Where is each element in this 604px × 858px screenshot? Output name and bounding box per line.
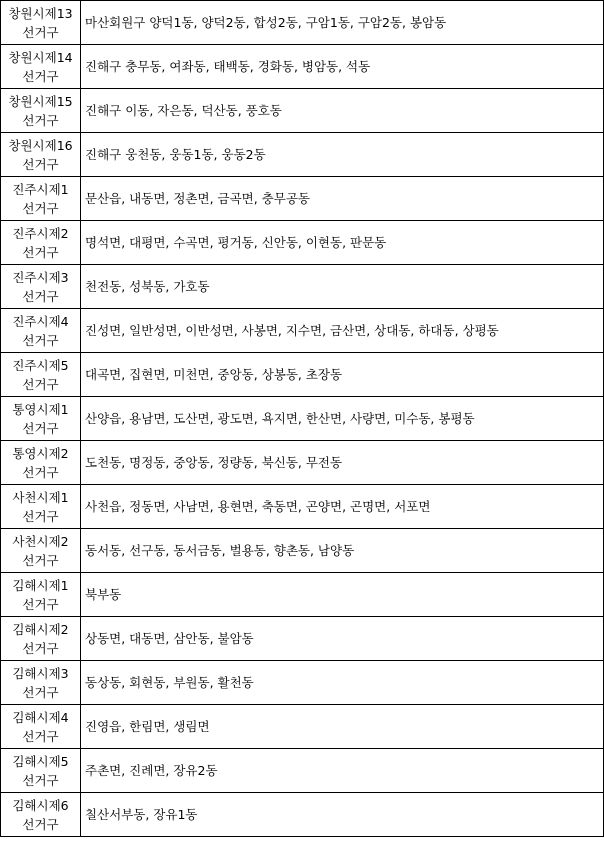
table-row	[1, 89, 604, 133]
district-name-cell	[1, 661, 81, 705]
district-name: 창원시제13	[8, 5, 73, 21]
district-suffix: 선거구	[22, 684, 59, 700]
district-name: 김해시제2	[12, 621, 69, 637]
district-areas: 주촌면, 진례면, 장유2동	[81, 749, 604, 793]
district-name-cell	[1, 617, 81, 661]
table-row	[1, 353, 604, 397]
district-name-cell	[1, 705, 81, 749]
district-name: 김해시제6	[12, 797, 69, 813]
district-areas: 대곡면, 집현면, 미천면, 중앙동, 상봉동, 초장동	[81, 353, 604, 397]
district-areas: 진해구 충무동, 여좌동, 태백동, 경화동, 병암동, 석동	[81, 45, 604, 89]
district-suffix: 선거구	[22, 772, 59, 788]
district-suffix: 선거구	[22, 640, 59, 656]
district-suffix: 선거구	[22, 728, 59, 744]
district-suffix: 선거구	[22, 156, 59, 172]
district-name: 사천시제1	[12, 489, 69, 505]
table-body	[1, 1, 604, 837]
district-name: 김해시제4	[12, 709, 69, 725]
district-name: 창원시제15	[8, 93, 73, 109]
table-row	[1, 177, 604, 221]
district-suffix: 선거구	[22, 596, 59, 612]
table-row	[1, 705, 604, 749]
district-suffix: 선거구	[22, 508, 59, 524]
district-name: 통영시제1	[12, 401, 69, 417]
district-name-cell	[1, 749, 81, 793]
district-suffix: 선거구	[22, 68, 59, 84]
district-suffix: 선거구	[22, 332, 59, 348]
table-row	[1, 661, 604, 705]
district-areas: 도천동, 명정동, 중앙동, 정량동, 북신동, 무전동	[81, 441, 604, 485]
district-areas: 진해구 웅천동, 웅동1동, 웅동2동	[81, 133, 604, 177]
district-name-cell	[1, 221, 81, 265]
district-name-cell	[1, 529, 81, 573]
district-areas: 산양읍, 용남면, 도산면, 광도면, 욕지면, 한산면, 사량면, 미수동, 봉평동	[81, 397, 604, 441]
table-row	[1, 221, 604, 265]
district-name: 진주시제3	[12, 269, 69, 285]
district-suffix: 선거구	[22, 200, 59, 216]
district-areas: 북부동	[81, 573, 604, 617]
district-name-cell	[1, 793, 81, 837]
district-name-cell	[1, 573, 81, 617]
district-suffix: 선거구	[22, 244, 59, 260]
district-name-cell	[1, 397, 81, 441]
table-row	[1, 441, 604, 485]
district-name: 진주시제1	[12, 181, 69, 197]
table-row	[1, 1, 604, 45]
district-areas: 동서동, 선구동, 동서금동, 벌용동, 향촌동, 남양동	[81, 529, 604, 573]
district-name-cell	[1, 45, 81, 89]
district-areas: 진성면, 일반성면, 이반성면, 사봉면, 지수면, 금산면, 상대동, 하대동, 상평동	[81, 309, 604, 353]
district-name: 진주시제2	[12, 225, 69, 241]
district-areas: 문산읍, 내동면, 정촌면, 금곡면, 충무공동	[81, 177, 604, 221]
district-suffix: 선거구	[22, 420, 59, 436]
district-suffix: 선거구	[22, 288, 59, 304]
district-suffix: 선거구	[22, 112, 59, 128]
district-areas: 진해구 이동, 자은동, 덕산동, 풍호동	[81, 89, 604, 133]
table-row	[1, 133, 604, 177]
table-row	[1, 397, 604, 441]
district-suffix: 선거구	[22, 816, 59, 832]
district-suffix: 선거구	[22, 24, 59, 40]
district-name-cell	[1, 133, 81, 177]
district-name-cell	[1, 309, 81, 353]
district-name-cell	[1, 1, 81, 45]
district-name: 진주시제5	[12, 357, 69, 373]
table-row	[1, 749, 604, 793]
district-name: 창원시제14	[8, 49, 73, 65]
district-name: 진주시제4	[12, 313, 69, 329]
table-row	[1, 309, 604, 353]
table-row	[1, 265, 604, 309]
district-name: 김해시제3	[12, 665, 69, 681]
district-suffix: 선거구	[22, 464, 59, 480]
table-row	[1, 793, 604, 837]
district-areas: 진영읍, 한림면, 생림면	[81, 705, 604, 749]
table-row	[1, 485, 604, 529]
district-name: 김해시제5	[12, 753, 69, 769]
district-areas: 동상동, 회현동, 부원동, 활천동	[81, 661, 604, 705]
district-name-cell	[1, 441, 81, 485]
district-name: 창원시제16	[8, 137, 73, 153]
table-row	[1, 45, 604, 89]
table-row	[1, 617, 604, 661]
district-name-cell	[1, 177, 81, 221]
district-areas: 천전동, 성북동, 가호동	[81, 265, 604, 309]
district-areas: 명석면, 대평면, 수곡면, 평거동, 신안동, 이현동, 판문동	[81, 221, 604, 265]
district-suffix: 선거구	[22, 552, 59, 568]
district-name-cell	[1, 485, 81, 529]
district-name-cell	[1, 353, 81, 397]
district-name-cell	[1, 265, 81, 309]
district-suffix: 선거구	[22, 376, 59, 392]
district-areas: 상동면, 대동면, 삼안동, 불암동	[81, 617, 604, 661]
district-name: 김해시제1	[12, 577, 69, 593]
district-name: 통영시제2	[12, 445, 69, 461]
district-name-cell	[1, 89, 81, 133]
district-areas: 칠산서부동, 장유1동	[81, 793, 604, 837]
district-areas: 마산회원구 양덕1동, 양덕2동, 합성2동, 구암1동, 구암2동, 봉암동	[81, 1, 604, 45]
district-areas: 사천읍, 정동면, 사남면, 용현면, 축동면, 곤양면, 곤명면, 서포면	[81, 485, 604, 529]
table-row	[1, 529, 604, 573]
district-name: 사천시제2	[12, 533, 69, 549]
table-row	[1, 573, 604, 617]
